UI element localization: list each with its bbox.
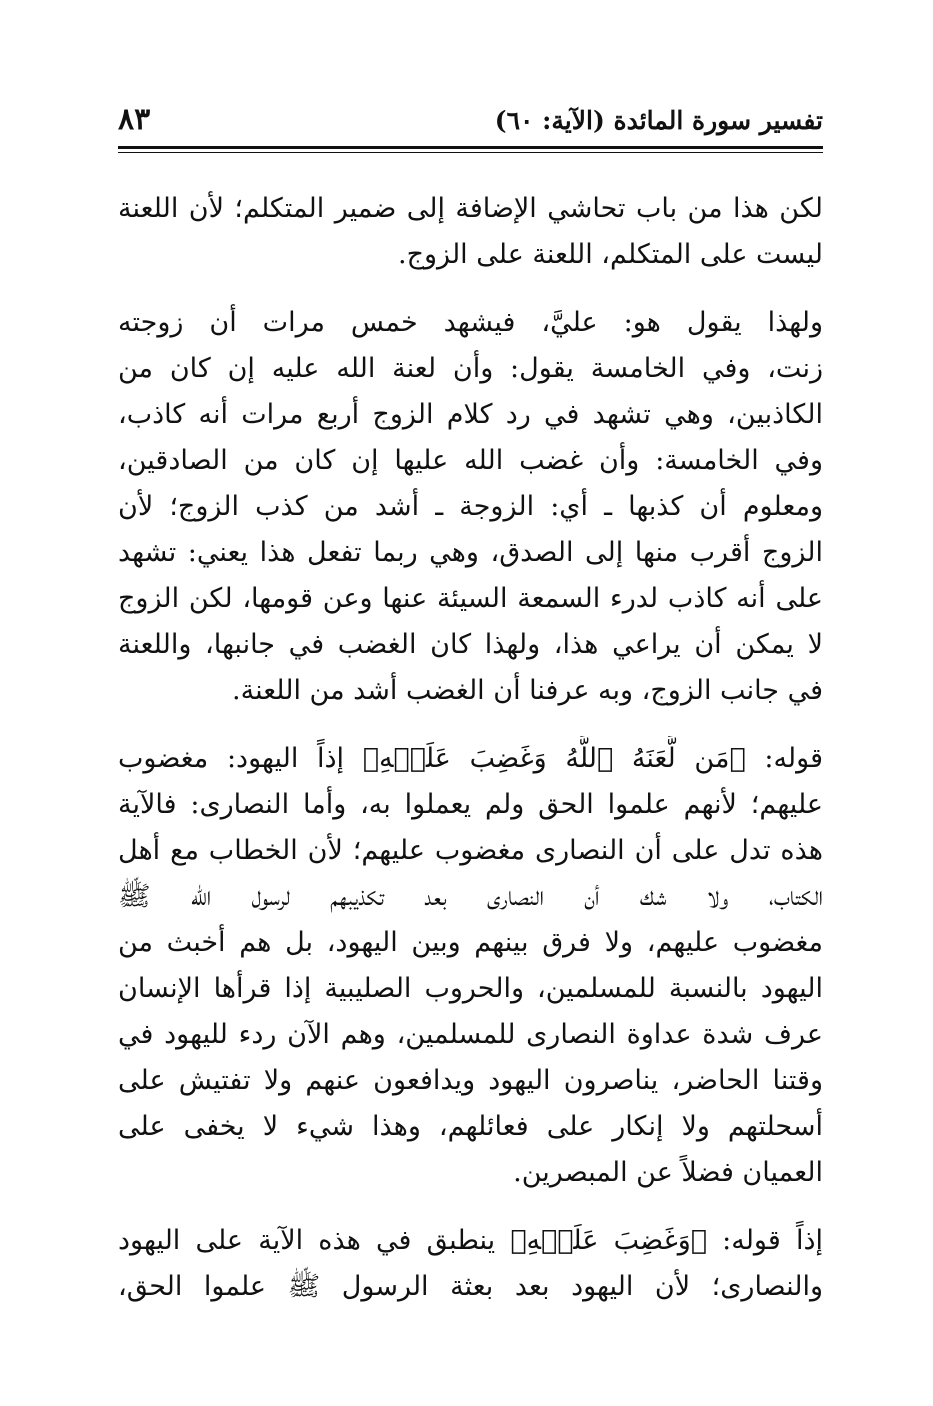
text-line: قوله: ﴿مَن لَّعَنَهُ ٱللَّهُ وَغَضِبَ عَلَيۡهِ﴾ إذاً اليهود: مغضوب [118, 743, 823, 774]
text-line: الزوج أقرب منها إلى الصدق، وهي ربما تفعل هذا يعني: تشهد [118, 537, 823, 568]
text-line: لكن هذا من باب تحاشي الإضافة إلى ضمير المتكلم؛ لأن اللعنة [118, 193, 823, 224]
body-text [118, 186, 823, 1332]
text-line: والنصارى؛ لأن اليهود بعد بعثة الرسول ﷺ علموا الحق، [118, 1271, 823, 1302]
header-rule-thick [118, 146, 823, 149]
paragraph-3 [118, 736, 823, 1196]
paragraph-2 [118, 300, 823, 714]
text-line: وفي الخامسة: وأن غضب الله عليها إن كان من الصادقين، [118, 445, 823, 476]
text-line: اليهود بالنسبة للمسلمين، والحروب الصليبية إذا قرأها الإنسان [118, 973, 823, 1004]
page-number: ٨٣ [118, 102, 151, 137]
text-line: ليست على المتكلم، اللعنة على الزوج. [398, 239, 823, 270]
text-line: عليهم؛ لأنهم علموا الحق ولم يعملوا به، وأما النصارى: فالآية [118, 789, 823, 820]
running-header [118, 100, 823, 146]
text-line: ولهذا يقول هو: عليَّ، فيشهد خمس مرات أن زوجته [118, 307, 823, 338]
text-line: مغضوب عليهم، ولا فرق بينهم وبين اليهود، بل هم أخبث من [118, 927, 823, 958]
header-rule-thin [118, 152, 823, 153]
text-line: لا يمكن أن يراعي هذا، ولهذا كان الغضب في جانبها، واللعنة [118, 629, 823, 660]
text-line: زنت، وفي الخامسة يقول: وأن لعنة الله عليه إن كان من [118, 353, 823, 384]
text-line: على أنه كاذب لدرء السمعة السيئة عنها وعن قومها، لكن الزوج [118, 583, 823, 614]
text-line: في جانب الزوج، وبه عرفنا أن الغضب أشد من اللعنة. [232, 675, 823, 706]
header-title: تفسير سورة المائدة (الآية: ٦٠) [494, 106, 823, 135]
text-line: الكتاب، ولا شك أن النصارى بعد تكذيبهم لرسول الله ﷺ [118, 881, 823, 912]
text-line: أسحلتهم ولا إنكار على فعائلهم، وهذا شيء لا يخفى على [118, 1111, 823, 1142]
text-line: عرف شدة عداوة النصارى للمسلمين، وهم الآن ردء لليهود في [118, 1019, 823, 1050]
text-line: الكاذبين، وهي تشهد في رد كلام الزوج أربع مرات أنه كاذب، [118, 399, 823, 430]
text-line: هذه تدل على أن النصارى مغضوب عليهم؛ لأن الخطاب مع أهل [118, 835, 823, 866]
paragraph-4 [118, 1218, 823, 1310]
text-line: وقتنا الحاضر، يناصرون اليهود ويدافعون عنهم ولا تفتيش على [118, 1065, 823, 1096]
text-line: ومعلوم أن كذبها ـ أي: الزوجة ـ أشد من كذب الزوج؛ لأن [118, 491, 823, 522]
text-line: إذاً قوله: ﴿وَغَضِبَ عَلَيۡهِ﴾ ينطبق في هذه الآية على اليهود [118, 1225, 823, 1256]
paragraph-1 [118, 186, 823, 278]
text-line: العميان فضلاً عن المبصرين. [513, 1157, 823, 1188]
